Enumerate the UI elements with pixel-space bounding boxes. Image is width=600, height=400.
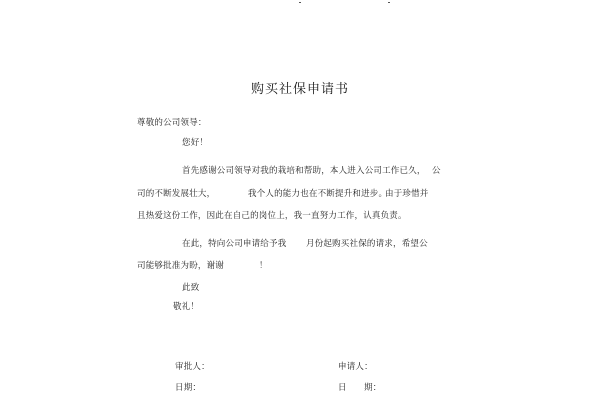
paragraph-1-line-2c: 由于珍惜并 (385, 189, 429, 199)
paragraph-2-line-1a: 在此，特向公司申请给予我 (182, 239, 287, 249)
paragraph-2-line-1b: 月份起购买社保的请求，希望公 (306, 239, 428, 249)
closing-line-1: 此致 (182, 283, 200, 293)
date-label-right: 日 期： (338, 383, 382, 393)
scan-mark (299, 2, 301, 3)
paragraph-1-line-2b: 我个人的能力也在不断提升和进步。 (248, 189, 388, 199)
salutation: 尊敬的公司领导： (137, 118, 207, 128)
paragraph-1-line-1-end: 公 (432, 166, 441, 176)
greeting: 您好！ (182, 138, 209, 148)
date-label-left: 日期： (175, 383, 202, 393)
paragraph-1-line-2a: 司的不断发展壮大， (137, 189, 216, 199)
paragraph-2-line-2b: ！ (259, 261, 268, 271)
scan-mark (388, 2, 390, 3)
paragraph-1-line-1: 首先感谢公司领导对我的栽培和帮助，本人进入公司工作已久， (182, 166, 426, 176)
paragraph-1-line-3: 且热爱这份工作，因此在自己的岗位上，我一直努力工作，认真负责。 (137, 211, 407, 221)
approver-label: 审批人： (175, 362, 210, 372)
paragraph-2-line-2a: 司能够批准为盼，谢谢 (137, 261, 225, 271)
closing-line-2: 敬礼！ (173, 302, 200, 312)
applicant-label: 申请人： (338, 362, 373, 372)
document-title: 购买社保申请书 (250, 82, 349, 97)
